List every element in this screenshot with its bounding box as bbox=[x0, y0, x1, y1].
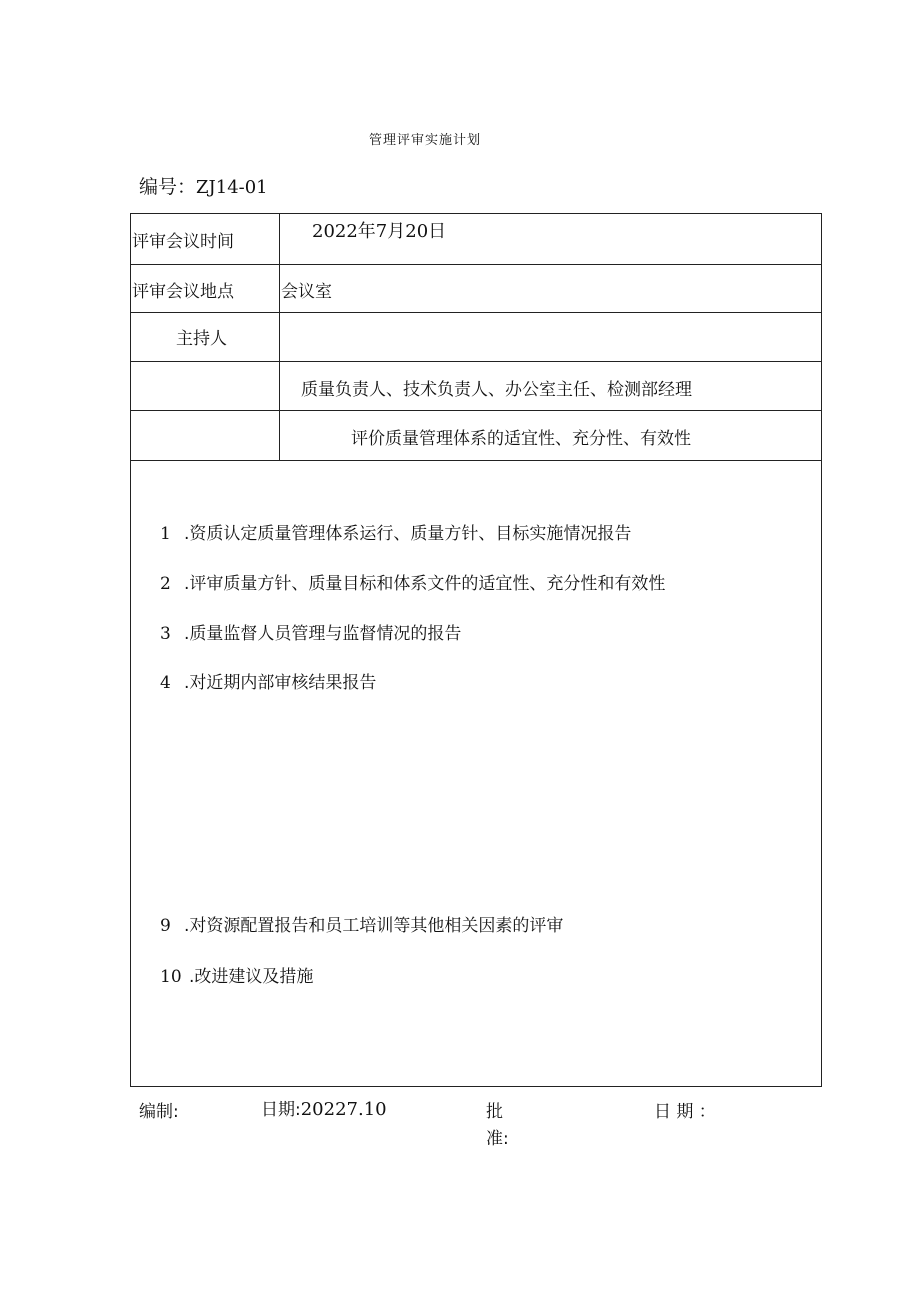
review-plan-table bbox=[130, 213, 822, 1087]
table-row-meeting-location bbox=[131, 265, 821, 313]
document-code bbox=[139, 172, 268, 199]
prepared-date bbox=[261, 1095, 387, 1120]
host-label: 主持人 bbox=[131, 313, 280, 361]
approved-by-label-line2: 准: bbox=[486, 1129, 509, 1149]
agenda-item: 4 .对近期内部审核结果报告 bbox=[160, 673, 377, 693]
agenda-item: 1 .资质认定质量管理体系运行、质量方针、目标实施情况报告 bbox=[160, 524, 632, 544]
table-row-purpose bbox=[131, 411, 821, 461]
meeting-location-value: 会议室 bbox=[281, 282, 332, 302]
table-row-meeting-time bbox=[131, 214, 821, 265]
document-title: 管理评审实施计划 bbox=[368, 133, 481, 148]
document-code-label: 编号： bbox=[139, 176, 197, 198]
prepared-date-label: 日期: bbox=[261, 1100, 301, 1120]
table-row-host bbox=[131, 313, 821, 362]
meeting-location-label: 评审会议地点 bbox=[131, 265, 280, 312]
meeting-time-label: 评审会议时间 bbox=[131, 214, 280, 264]
agenda-section bbox=[131, 461, 821, 1086]
agenda-item: 3 .质量监督人员管理与监督情况的报告 bbox=[160, 624, 462, 644]
table-row-participants bbox=[131, 362, 821, 411]
participants-label bbox=[131, 362, 280, 410]
agenda-item: 9 .对资源配置报告和员工培训等其他相关因素的评审 bbox=[160, 916, 564, 936]
participants-value: 质量负责人、技术负责人、办公室主任、检测部经理 bbox=[301, 380, 692, 400]
document-code-value: ZJ14-01 bbox=[196, 177, 268, 198]
host-value bbox=[280, 313, 821, 361]
prepared-by-label: 编制: bbox=[139, 1102, 179, 1122]
agenda-item: 2 .评审质量方针、质量目标和体系文件的适宜性、充分性和有效性 bbox=[160, 574, 666, 594]
purpose-value: 评价质量管理体系的适宜性、充分性、有效性 bbox=[351, 429, 691, 449]
prepared-date-value: 20227.10 bbox=[300, 1099, 387, 1120]
purpose-label bbox=[131, 411, 280, 460]
agenda-item: 10 .改进建议及措施 bbox=[160, 967, 314, 987]
approved-by-label-line1: 批 bbox=[486, 1102, 503, 1122]
approved-date-label: 日 期 ： bbox=[654, 1102, 716, 1122]
meeting-time-value: 2022年7月20日 bbox=[312, 221, 447, 242]
